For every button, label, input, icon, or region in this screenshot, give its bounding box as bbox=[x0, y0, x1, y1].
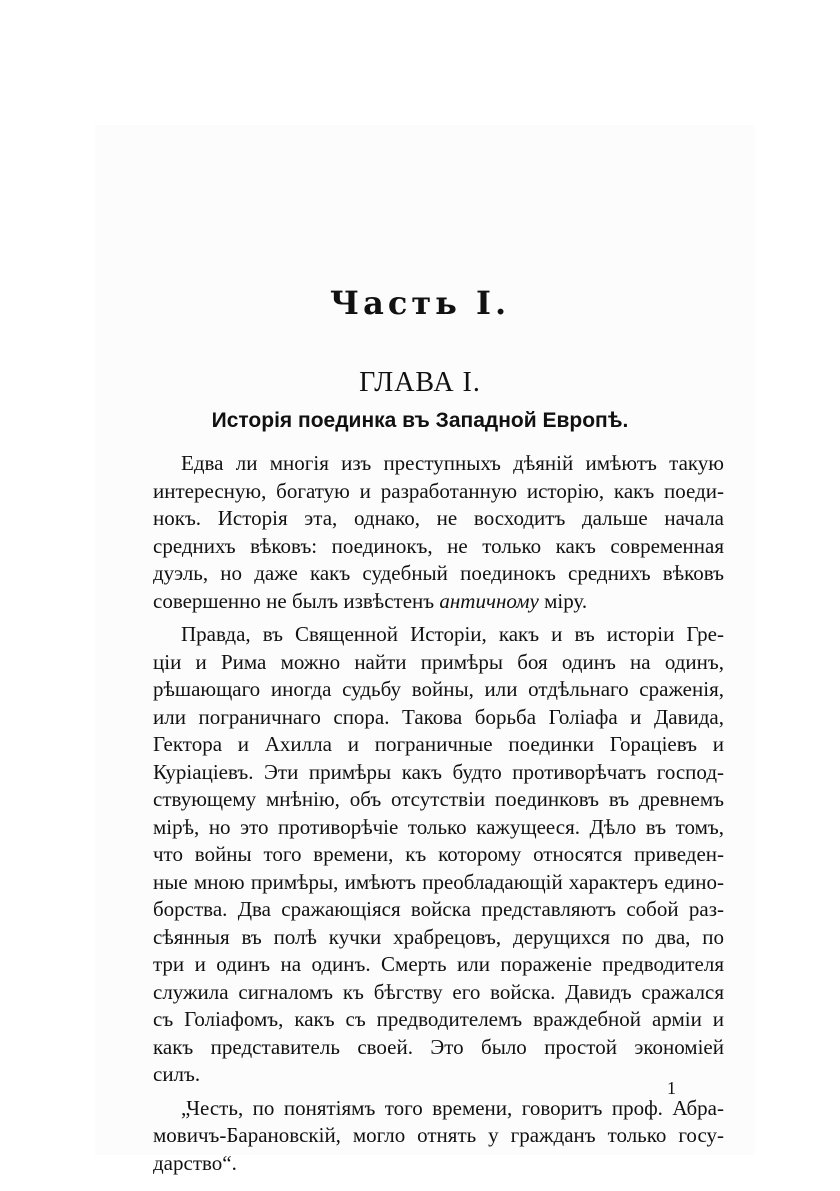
paragraph bbox=[153, 450, 724, 615]
paragraph bbox=[153, 1095, 724, 1178]
text-line: „Честь, по понятіямъ того времени, говоритъ проф. Абра- bbox=[181, 1095, 724, 1120]
text-line: три и одинъ на одинъ. Смерть или пораженіе предводителя bbox=[153, 952, 724, 976]
text-line: дуэль, но даже какъ судебный поединокъ среднихъ вѣковъ bbox=[153, 561, 724, 585]
body-text bbox=[153, 450, 724, 1177]
text-line bbox=[153, 588, 724, 616]
text-line: Куріаціевъ. Эти примѣры какъ будто противорѣчатъ господ- bbox=[153, 759, 724, 784]
text-line: силъ. bbox=[153, 1062, 201, 1086]
chapter-title: ГЛАВА I. bbox=[359, 367, 481, 398]
text-line: интересную, богатую и разработанную исторію, какъ поеди- bbox=[153, 478, 724, 503]
text-line: какъ представитель своей. Это было простой экономіей bbox=[153, 1034, 724, 1059]
text-line: Правда, въ Священной Исторіи, какъ и въ исторіи Гре- bbox=[181, 622, 724, 646]
text-line: мовичъ-Барановскій, могло отнять у гражданъ только госу- bbox=[153, 1123, 724, 1147]
text-line: что войны того времени, къ которому относятся приведен- bbox=[153, 842, 724, 866]
text-line: среднихъ вѣковъ: поединокъ, не только какъ современная bbox=[153, 533, 724, 558]
text-line: ствующему мнѣнію, объ отсутствіи поединковъ въ древнемъ bbox=[153, 787, 724, 811]
section-title: Исторія поединка въ Западной Европѣ. bbox=[211, 409, 629, 432]
text-line: сѣянныя въ полѣ кучки храбрецовъ, дерущихся по два, по bbox=[153, 924, 724, 949]
text-line: служила сигналомъ къ бѣгству его войска. Давидъ сражался bbox=[153, 979, 724, 1004]
italic-word: античному bbox=[439, 588, 539, 613]
page-number: 1 bbox=[667, 1078, 676, 1098]
text-line: съ Голіафомъ, какъ съ предводителемъ враждебной арміи и bbox=[153, 1007, 724, 1031]
text-line: Едва ли многія изъ преступныхъ дѣяній имѣютъ такую bbox=[181, 451, 724, 475]
paragraph bbox=[153, 621, 724, 1089]
text-line: рѣшающаго иногда судьбу войны, или отдѣльнаго сраженія, bbox=[153, 677, 724, 701]
text-span: совершенно не былъ извѣстенъ bbox=[153, 588, 440, 613]
text-line: Гектора и Ахилла и пограничные поединки Горацiевъ и bbox=[153, 732, 724, 756]
text-line: дарство“. bbox=[153, 1150, 237, 1175]
part-title: Часть I. bbox=[329, 284, 511, 322]
text-span: міру. bbox=[538, 588, 588, 613]
text-line: или пограничнаго спора. Такова борьба Голіафа и Давида, bbox=[153, 704, 724, 729]
text-line: ціи и Рима можно найти примѣры боя одинъ на одинъ, bbox=[153, 649, 724, 674]
text-line: борства. Два сражающіяся войска представляютъ собой раз- bbox=[153, 897, 724, 921]
text-line: мірѣ, но это противорѣчіе только кажущееся. Дѣло въ томъ, bbox=[153, 814, 724, 839]
text-line: нокъ. Исторія эта, однако, не восходитъ дальше начала bbox=[153, 506, 724, 530]
text-line: ные мною примѣры, имѣютъ преобладающій характеръ едино- bbox=[153, 869, 724, 894]
